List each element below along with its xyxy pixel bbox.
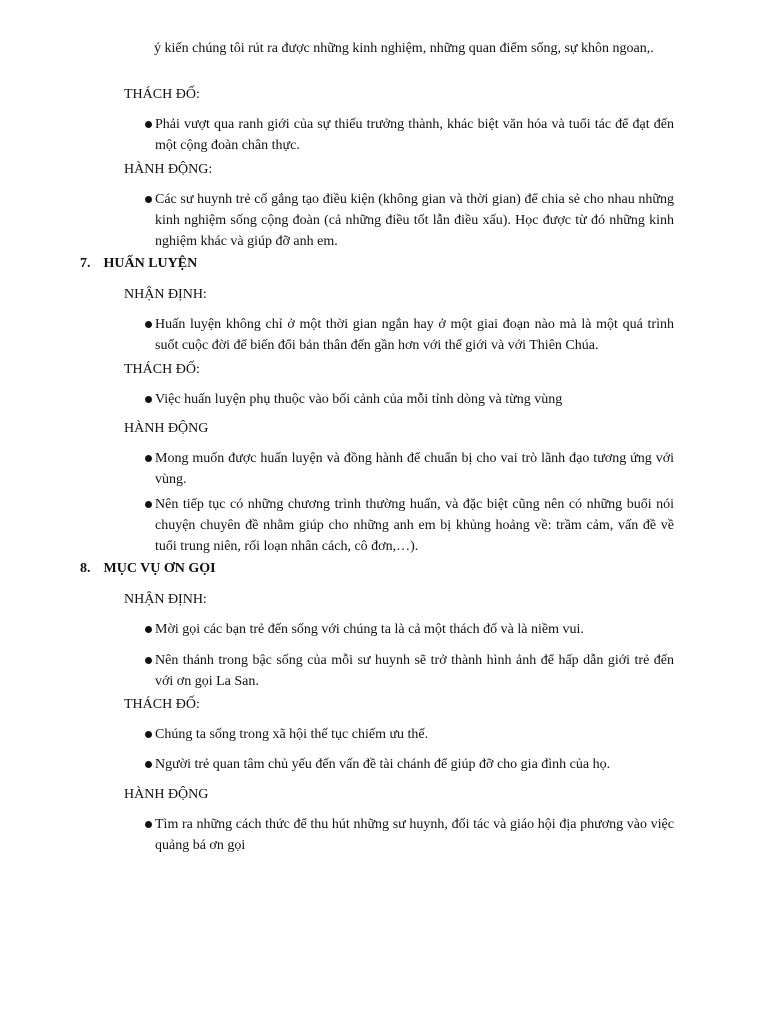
challenge-item xyxy=(142,114,674,156)
intro-paragraph: ý kiến chúng tôi rút ra được những kinh nghiệm, những quan điểm sống, sự khôn ngoan,. xyxy=(154,41,654,56)
section-heading-8 xyxy=(80,558,216,579)
assessment-item-text: Nên thánh trong bậc sống của mỗi sư huynh sẽ trở thành hình ảnh để hấp dẫn giới trẻ đến với ơn gọi La San. xyxy=(155,653,674,689)
section-heading-7 xyxy=(80,253,197,274)
section-title: MỤC VỤ ƠN GỌI xyxy=(103,561,216,576)
challenge-item xyxy=(142,754,674,775)
bullet-icon xyxy=(145,501,152,508)
challenge-label: THÁCH ĐỐ: xyxy=(124,362,200,377)
bullet-icon xyxy=(145,626,152,633)
action-label: HÀNH ĐỘNG xyxy=(124,787,209,802)
challenge-item-text: Phải vượt qua ranh giới của sự thiếu trưởng thành, khác biệt văn hóa và tuổi tác để đạt đến một cộng đoàn chân thực. xyxy=(155,117,674,153)
action-item xyxy=(142,448,674,490)
action-item xyxy=(142,189,674,252)
assessment-item xyxy=(142,650,674,692)
assessment-item xyxy=(142,314,674,356)
bullet-icon xyxy=(145,657,152,664)
section-number: 7. xyxy=(80,256,91,271)
assessment-item-text: Mời gọi các bạn trẻ đến sống với chúng ta là cả một thách đố và là niềm vui. xyxy=(155,622,584,637)
action-label: HÀNH ĐỘNG xyxy=(124,421,209,436)
assessment-label: NHẬN ĐỊNH: xyxy=(124,592,207,607)
bullet-icon xyxy=(145,121,152,128)
bullet-icon xyxy=(145,731,152,738)
action-item-text: Mong muốn được huấn luyện và đồng hành để chuẩn bị cho vai trò lãnh đạo tương ứng với vùng. xyxy=(155,451,674,487)
challenge-label: THÁCH ĐỐ: xyxy=(124,87,200,102)
bullet-icon xyxy=(145,761,152,768)
challenge-item-text: Việc huấn luyện phụ thuộc vào bối cảnh của mỗi tỉnh dòng và từng vùng xyxy=(155,392,563,407)
assessment-item xyxy=(142,619,674,640)
bullet-icon xyxy=(145,821,152,828)
bullet-icon xyxy=(145,396,152,403)
section-title: HUẤN LUYỆN xyxy=(103,256,198,271)
challenge-item-text: Chúng ta sống trong xã hội thế tục chiếm ưu thế. xyxy=(155,727,429,742)
bullet-icon xyxy=(145,321,152,328)
assessment-item-text: Huấn luyện không chỉ ở một thời gian ngắn hay ở một giai đoạn nào mà là một quá trình suốt cuộc đời để biến đổi bản thân đến gần hơn với thế giới và với Thiên Chúa. xyxy=(155,317,674,353)
assessment-label: NHẬN ĐỊNH: xyxy=(124,287,207,302)
action-item xyxy=(142,814,674,856)
action-item xyxy=(142,494,674,557)
bullet-icon xyxy=(145,196,152,203)
action-item-text: Nên tiếp tục có những chương trình thường huấn, và đặc biệt cũng nên có những buổi nói chuyện chuyên đề nhằm giúp cho những anh em bị khủng hoảng về: trầm cảm, vấn đề về tuổi trung niên, rối loạn nhân cách, cô đơn,…). xyxy=(155,497,674,554)
challenge-item xyxy=(142,389,674,410)
action-item-text: Các sư huynh trẻ cố gắng tạo điều kiện (không gian và thời gian) để chia sẻ cho nhau những kinh nghiệm sống cộng đoàn (cả những điều tốt lẫn điều xấu). Học được từ đó những kinh nghiệm khác và giúp đỡ anh em. xyxy=(155,192,674,249)
action-label: HÀNH ĐỘNG: xyxy=(124,162,213,177)
challenge-item xyxy=(142,724,674,745)
challenge-item-text: Người trẻ quan tâm chủ yếu đến vấn đề tài chánh để giúp đỡ cho gia đình của họ. xyxy=(155,757,611,772)
bullet-icon xyxy=(145,455,152,462)
challenge-label: THÁCH ĐỐ: xyxy=(124,697,200,712)
action-item-text: Tìm ra những cách thức để thu hút những sư huynh, đối tác và giáo hội địa phương vào việc quảng bá ơn gọi xyxy=(155,817,674,853)
section-number: 8. xyxy=(80,561,91,576)
